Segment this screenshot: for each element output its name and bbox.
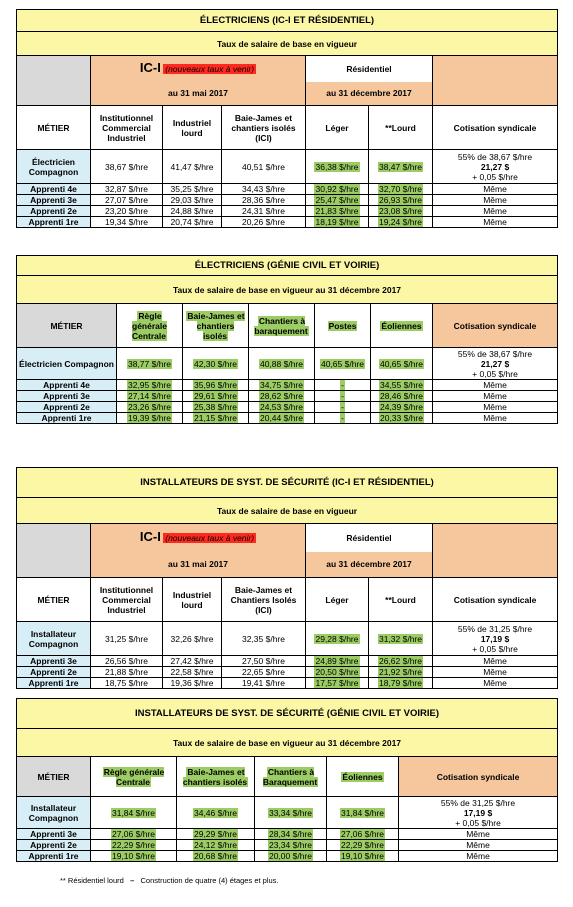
col-header: MÉTIER: [17, 578, 91, 622]
col-header: Cotisation syndicale: [399, 757, 558, 797]
cotisation-cell: Même: [399, 829, 558, 840]
ici-date: au 31 mai 2017: [91, 82, 306, 106]
rate-cell: 23,20 $/hre: [91, 206, 163, 217]
rate-cell: 17,57 $/hre: [306, 678, 369, 689]
table-subtitle: Taux de salaire de base en vigueur: [17, 32, 558, 56]
rate-cell: 20,26 $/hre: [222, 217, 306, 228]
residentiel-date: au 31 décembre 2017: [306, 82, 433, 106]
metier-cell: Électricien Compagnon: [17, 150, 91, 184]
rate-cell: 20,50 $/hre: [306, 667, 369, 678]
metier-cell: Apprenti 1re: [17, 413, 117, 424]
table-installateurs-ici: [16, 467, 558, 689]
rate-cell: 23,08 $/hre: [369, 206, 433, 217]
rate-cell: 24,31 $/hre: [222, 206, 306, 217]
rate-cell: 18,75 $/hre: [91, 678, 163, 689]
cotisation-cell: Même: [433, 402, 558, 413]
cotisation-cell: 55% de 31,25 $/hre 17,19 $ + 0,05 $/hre: [399, 797, 558, 829]
rate-cell: 19,10 $/hre: [327, 851, 399, 862]
col-header: Industriel lourd: [163, 106, 222, 150]
rate-cell: 31,32 $/hre: [369, 622, 433, 656]
table-title: INSTALLATEURS DE SYST. DE SÉCURITÉ (IC-I ET RÉSIDENTIEL): [17, 468, 558, 498]
metier-cell: Apprenti 3e: [17, 656, 91, 667]
rate-cell: 41,47 $/hre: [163, 150, 222, 184]
cotisation-cell: Même: [433, 217, 558, 228]
rate-cell: 28,36 $/hre: [222, 195, 306, 206]
table-row: [17, 851, 558, 862]
rate-cell: 31,25 $/hre: [91, 622, 163, 656]
table-row: [17, 380, 558, 391]
residentiel-label: Résidentiel: [306, 524, 433, 552]
rate-cell: 33,34 $/hre: [255, 797, 327, 829]
rate-cell: 32,70 $/hre: [369, 184, 433, 195]
col-header: Industriel lourd: [163, 578, 222, 622]
empty-header-cell: [17, 524, 91, 578]
col-header: MÉTIER: [17, 757, 91, 797]
rate-cell: 32,87 $/hre: [91, 184, 163, 195]
table-row: [17, 217, 558, 228]
col-header: **Lourd: [369, 106, 433, 150]
col-header: Règle générale Centrale: [91, 757, 177, 797]
table-installateurs-genie-civil: [16, 698, 558, 862]
col-header: Éoliennes: [327, 757, 399, 797]
table-title: ÉLECTRICIENS (IC-I ET RÉSIDENTIEL): [17, 10, 558, 32]
cotisation-cell: Même: [433, 195, 558, 206]
col-header: Baie-James et chantiers isolés: [183, 304, 249, 348]
col-header: Cotisation syndicale: [433, 304, 558, 348]
rate-cell: 40,65 $/hre: [371, 348, 433, 380]
rate-cell: 26,93 $/hre: [369, 195, 433, 206]
table-row: [17, 206, 558, 217]
table-row: [17, 348, 558, 380]
ici-note: (nouveaux taux à venir): [165, 64, 255, 75]
rate-cell: 21,88 $/hre: [91, 667, 163, 678]
rate-cell: 24,39 $/hre: [371, 402, 433, 413]
rate-cell: 21,92 $/hre: [369, 667, 433, 678]
ici-note: (nouveaux taux à venir): [165, 533, 255, 544]
metier-cell: Apprenti 3e: [17, 195, 91, 206]
rate-cell: 23,26 $/hre: [117, 402, 183, 413]
ici-header: [91, 56, 306, 82]
metier-cell: Apprenti 2e: [17, 402, 117, 413]
table-row: [17, 678, 558, 689]
table-row: [17, 797, 558, 829]
rate-cell: 29,28 $/hre: [306, 622, 369, 656]
rate-cell: 25,38 $/hre: [183, 402, 249, 413]
rate-cell: 29,03 $/hre: [163, 195, 222, 206]
rate-value: 36,38 $/hre: [315, 161, 359, 172]
rate-cell: -: [315, 391, 371, 402]
table-title: INSTALLATEURS DE SYST. DE SÉCURITÉ (GÉNIE CIVIL ET VOIRIE): [17, 699, 558, 729]
rate-cell: 28,62 $/hre: [249, 391, 315, 402]
rate-cell: 34,43 $/hre: [222, 184, 306, 195]
rate-cell: 21,83 $/hre: [306, 206, 369, 217]
metier-cell: Installateur Compagnon: [17, 797, 91, 829]
cotisation-cell: 55% de 38,67 $/hre 21,27 $ + 0,05 $/hre: [433, 348, 558, 380]
rate-cell: 21,15 $/hre: [183, 413, 249, 424]
footnote-text: Construction de quatre (4) étages et plus.: [140, 876, 279, 885]
col-header: Chantiers à Baraquement: [255, 757, 327, 797]
rate-cell: 40,51 $/hre: [222, 150, 306, 184]
rate-cell: 22,29 $/hre: [91, 840, 177, 851]
rate-cell: 19,41 $/hre: [222, 678, 306, 689]
col-header: MÉTIER: [17, 304, 117, 348]
rate-cell: 38,67 $/hre: [91, 150, 163, 184]
rate-cell: 18,19 $/hre: [306, 217, 369, 228]
empty-header-cell: [17, 56, 91, 106]
cotisation-cell: Même: [433, 380, 558, 391]
metier-cell: Apprenti 3e: [17, 829, 91, 840]
metier-cell: Installateur Compagnon: [17, 622, 91, 656]
ici-label: IC-I: [139, 60, 161, 76]
col-header: Cotisation syndicale: [433, 106, 558, 150]
cotisation-cell: Même: [433, 391, 558, 402]
footnote: [60, 876, 279, 885]
rate-cell: 28,34 $/hre: [255, 829, 327, 840]
ici-label: IC-I: [139, 529, 161, 545]
cotisation-cell: Même: [399, 840, 558, 851]
metier-cell: Apprenti 4e: [17, 184, 91, 195]
col-header: Léger: [306, 106, 369, 150]
col-header: Baie-James et chantiers isolés (ICI): [222, 106, 306, 150]
rate-cell: 32,95 $/hre: [117, 380, 183, 391]
ici-date: au 31 mai 2017: [91, 552, 306, 578]
metier-cell: Apprenti 2e: [17, 840, 91, 851]
cotisation-cell: Même: [433, 667, 558, 678]
table-row: [17, 829, 558, 840]
table-row: [17, 622, 558, 656]
col-header: Éoliennes: [371, 304, 433, 348]
rate-cell: 38,77 $/hre: [117, 348, 183, 380]
rate-cell: 30,92 $/hre: [306, 184, 369, 195]
rate-cell: -: [315, 402, 371, 413]
rate-cell: 19,36 $/hre: [163, 678, 222, 689]
cotisation-cell: Même: [433, 678, 558, 689]
metier-cell: Apprenti 2e: [17, 206, 91, 217]
cotisation-cell: Même: [433, 413, 558, 424]
metier-cell: Apprenti 1re: [17, 217, 91, 228]
rate-cell: 20,74 $/hre: [163, 217, 222, 228]
metier-cell: Apprenti 1re: [17, 678, 91, 689]
rate-cell: 25,47 $/hre: [306, 195, 369, 206]
col-header: Baie-James et Chantiers Isolés (ICI): [222, 578, 306, 622]
rate-cell: 27,06 $/hre: [327, 829, 399, 840]
col-header: Cotisation syndicale: [433, 578, 558, 622]
rate-cell: 20,00 $/hre: [255, 851, 327, 862]
rate-cell: 29,61 $/hre: [183, 391, 249, 402]
rate-cell: 26,62 $/hre: [369, 656, 433, 667]
rate-cell: -: [315, 413, 371, 424]
rate-cell: 24,89 $/hre: [306, 656, 369, 667]
rate-cell: 27,42 $/hre: [163, 656, 222, 667]
rate-cell: 40,65 $/hre: [315, 348, 371, 380]
rate-cell: [369, 150, 433, 184]
rate-cell: 20,68 $/hre: [177, 851, 255, 862]
col-header: MÉTIER: [17, 106, 91, 150]
rate-cell: 24,12 $/hre: [177, 840, 255, 851]
table-subtitle: Taux de salaire de base en vigueur au 31 décembre 2017: [17, 276, 558, 304]
rate-cell: 27,06 $/hre: [91, 829, 177, 840]
rate-cell: 34,46 $/hre: [177, 797, 255, 829]
table-row: [17, 840, 558, 851]
rate-cell: 42,30 $/hre: [183, 348, 249, 380]
rate-cell: 23,34 $/hre: [255, 840, 327, 851]
table-row: [17, 656, 558, 667]
cotisation-cell: Même: [433, 184, 558, 195]
table-electriciens-ici: [16, 9, 558, 228]
col-header: Léger: [306, 578, 369, 622]
rate-cell: 24,53 $/hre: [249, 402, 315, 413]
empty-header-cell: [433, 56, 558, 106]
table-row: [17, 413, 558, 424]
rate-cell: 35,96 $/hre: [183, 380, 249, 391]
col-header: Baie-James et chantiers isolés: [177, 757, 255, 797]
rate-cell: 27,07 $/hre: [91, 195, 163, 206]
rate-cell: 24,88 $/hre: [163, 206, 222, 217]
table-electriciens-genie-civil: [16, 255, 558, 424]
rate-cell: -: [315, 380, 371, 391]
cotisation-cell: Même: [433, 656, 558, 667]
metier-cell: Apprenti 1re: [17, 851, 91, 862]
rate-cell: 19,34 $/hre: [91, 217, 163, 228]
rate-cell: 34,55 $/hre: [371, 380, 433, 391]
cotisation-cell: Même: [399, 851, 558, 862]
rate-cell: 28,46 $/hre: [371, 391, 433, 402]
cotisation-cell: 55% de 38,67 $/hre 21,27 $ + 0,05 $/hre: [433, 150, 558, 184]
residentiel-date: au 31 décembre 2017: [306, 552, 433, 578]
footnote-label: ** Résidentiel lourd: [60, 876, 124, 885]
metier-cell: Apprenti 4e: [17, 380, 117, 391]
rate-cell: 18,79 $/hre: [369, 678, 433, 689]
rate-cell: 40,88 $/hre: [249, 348, 315, 380]
ici-header: [91, 524, 306, 552]
metier-cell: Apprenti 2e: [17, 667, 91, 678]
rate-cell: 31,84 $/hre: [327, 797, 399, 829]
col-header: **Lourd: [369, 578, 433, 622]
table-row: [17, 195, 558, 206]
table-row: [17, 150, 558, 184]
table-subtitle: Taux de salaire de base en vigueur: [17, 498, 558, 524]
footnote-dash: –: [130, 876, 135, 885]
rate-cell: 19,24 $/hre: [369, 217, 433, 228]
table-subtitle: Taux de salaire de base en vigueur au 31 décembre 2017: [17, 729, 558, 757]
cotisation-cell: Même: [433, 206, 558, 217]
table-row: [17, 667, 558, 678]
rate-cell: 29,29 $/hre: [177, 829, 255, 840]
table-row: [17, 391, 558, 402]
col-header: Institutionnel Commercial Industriel: [91, 578, 163, 622]
residentiel-label: Résidentiel: [306, 56, 433, 82]
rate-cell: 32,26 $/hre: [163, 622, 222, 656]
table-row: [17, 402, 558, 413]
rate-cell: 20,33 $/hre: [371, 413, 433, 424]
rate-cell: 27,14 $/hre: [117, 391, 183, 402]
metier-cell: Apprenti 3e: [17, 391, 117, 402]
rate-cell: 19,39 $/hre: [117, 413, 183, 424]
rate-cell: 34,75 $/hre: [249, 380, 315, 391]
rate-cell: 22,29 $/hre: [327, 840, 399, 851]
col-header: Chantiers à baraquement: [249, 304, 315, 348]
col-header: Postes: [315, 304, 371, 348]
rate-cell: 35,25 $/hre: [163, 184, 222, 195]
rate-cell: 19,10 $/hre: [91, 851, 177, 862]
empty-header-cell: [433, 524, 558, 578]
rate-cell: [306, 150, 369, 184]
cotisation-cell: 55% de 31,25 $/hre 17,19 $ + 0,05 $/hre: [433, 622, 558, 656]
col-header: Institutionnel Commercial Industriel: [91, 106, 163, 150]
rate-cell: 20,44 $/hre: [249, 413, 315, 424]
rate-cell: 22,65 $/hre: [222, 667, 306, 678]
rate-cell: 32,35 $/hre: [222, 622, 306, 656]
table-row: [17, 184, 558, 195]
col-header: Règle générale Centrale: [117, 304, 183, 348]
table-title: ÉLECTRICIENS (GÉNIE CIVIL ET VOIRIE): [17, 256, 558, 276]
rate-cell: 27,50 $/hre: [222, 656, 306, 667]
rate-cell: 26,56 $/hre: [91, 656, 163, 667]
rate-cell: 22,58 $/hre: [163, 667, 222, 678]
rate-value: 38,47 $/hre: [378, 161, 422, 172]
rate-cell: 31,84 $/hre: [91, 797, 177, 829]
metier-cell: Électricien Compagnon: [17, 348, 117, 380]
